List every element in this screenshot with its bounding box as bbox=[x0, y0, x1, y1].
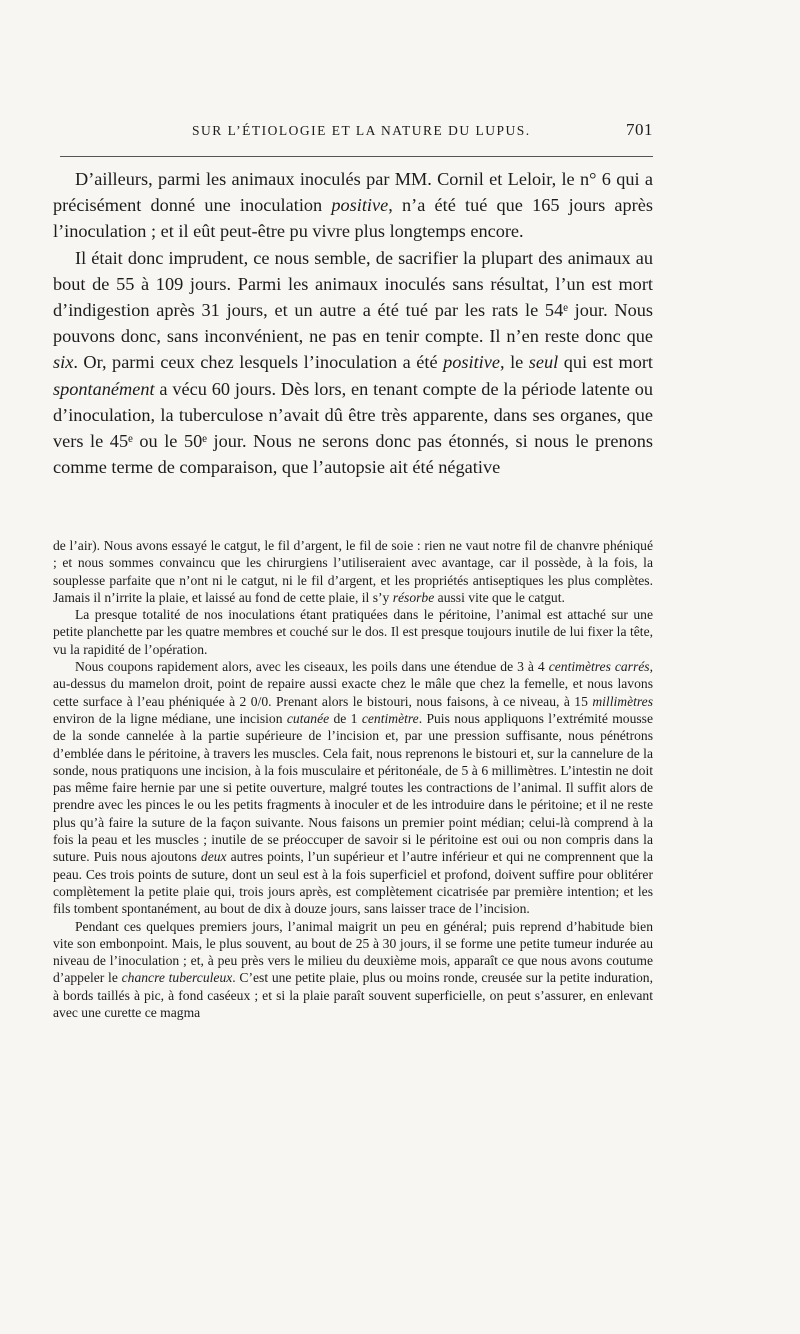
italic-text-run: deux bbox=[200, 849, 227, 865]
text-run: Pendant ces quelques premiers jours, l’animal maigrit un peu en général; puis reprend d’habitude bien vite son embonpoint. Mais, le plus souvent, au bout de 25 à 30 jours, il se forme une petite tumeur indurée au niveau de l’inoculation ; et, à peu près vers le milieu du deuxième mois, apparaît ce que nous avons coutume d’appeler le bbox=[53, 918, 653, 986]
text-run: qui est mort bbox=[558, 352, 653, 373]
text-run: , au-dessus du mamelon droit, point de repaire aussi exacte chez le mâle que chez la femelle, et nous lavons cette surface à l’eau phéniquée à 2 0/0. Prenant alors le bistouri, nous faisons, à ce niveau, à 15 bbox=[53, 659, 653, 709]
footnote-paragraph bbox=[53, 918, 653, 1022]
italic-text-run: spontanément bbox=[53, 378, 155, 399]
text-run: de l’air). Nous avons essayé le catgut, le fil d’argent, le fil de soie : rien ne vaut notre fil de chanvre phéniqué ; et nous sommes convaincu que les chirurgiens l’utiliseraient avec avantage, car il possède, à la fois, la souplesse parfaite que n’ont ni le catgut, ni le fil d’argent, et les propriétés antiseptiques les plus complètes. Jamais il n’irrite la plaie, et laissé au fond de cette plaie, il s’y bbox=[53, 538, 653, 605]
text-run: La presque totalité de nos inoculations étant pratiquées dans le péritoine, l’animal est attaché sur une petite planchette par les quatre membres et couché sur le dos. Il est presque toujours inutile de lui fixer la tête, vu la rapidité de l’opération. bbox=[53, 607, 653, 657]
text-run: de 1 bbox=[329, 710, 362, 726]
italic-text-run: positive bbox=[443, 352, 500, 373]
text-run: Nous coupons rapidement alors, avec les ciseaux, les poils dans une étendue de 3 à 4 bbox=[75, 659, 549, 675]
footnote-paragraph bbox=[53, 658, 653, 917]
text-run: D’ailleurs, parmi les animaux inoculés par MM. Cornil et Leloir, le n° 6 qui a précisément donné une inoculation bbox=[53, 169, 653, 216]
text-run: . Or, parmi ceux chez lesquels l’inoculation a été bbox=[73, 352, 444, 373]
footnote-paragraph bbox=[53, 537, 653, 606]
text-run: . C’est une petite plaie, plus ou moins ronde, creusée sur la petite induration, à bords taillés à pic, à fond caséeux ; et si la plaie paraît souvent superficielle, on peut s’assurer, en enlevant avec une curette ce magma bbox=[53, 970, 653, 1021]
text-run: a vécu 60 jours. Dès lors, en tenant compte de la période latente ou d’inoculation, la tuberculose n’avait dû être très apparente, dans ses organes, que vers le 45ᵉ ou le 50ᵉ jour. Nous ne serons donc pas étonnés, si nous le prenons comme terme de comparaison, que l’autopsie ait été négative bbox=[53, 378, 653, 478]
text-run: . Puis nous appliquons l’extrémité mousse de la sonde cannelée à la partie supérieure de l’incision et, par une pression suffisante, nous pénétrons d’emblée dans le péritoine, à travers les muscles. Cela fait, nous reprenons le bistouri et, sur la cannelure de la sonde, nous pratiquons une incision, à la fois musculaire et péritonéale, de 5 à 6 millimètres. L’intestin ne doit pas même faire hernie par une si petite ouverture, malgré toutes les contractions de l’animal. Il suffit alors de prendre avec les pinces le ou les petits fragments à inoculer et de les introduire dans le péritoine; et il ne reste plus qu’à faire la suture de la façon suivante. Nous faisons un premier point médian; celui-là comprend à la fois la peau et les muscles ; inutile de se préoccuper de savoir si le péritoine est oui ou non compris dans la suture. Puis nous ajoutons bbox=[53, 710, 653, 865]
text-run: Il était donc imprudent, ce nous semble, de sacrifier la plupart des animaux au bout de 55 à 109 jours. Parmi les animaux inoculés sans résultat, l’un est mort d’indigestion après 31 jours, et un autre a été tué par les rats le 54ᵉ jour. Nous pouvons donc, sans inconvénient, ne pas en tenir compte. Il n’en reste donc que bbox=[53, 247, 653, 347]
italic-text-run: chancre tuberculeux bbox=[121, 970, 233, 986]
main-text bbox=[53, 166, 653, 480]
italic-text-run: centimètres carrés bbox=[548, 659, 650, 675]
italic-text-run: résorbe bbox=[392, 589, 435, 605]
page-number: 701 bbox=[626, 120, 653, 139]
text-run: , le bbox=[499, 352, 529, 373]
text-run: environ de la ligne médiane, une incision bbox=[53, 710, 287, 726]
footnote-text bbox=[53, 537, 653, 1021]
italic-text-run: centimètre bbox=[361, 710, 419, 726]
italic-text-run: cutanée bbox=[286, 710, 330, 726]
text-run: aussi vite que le catgut. bbox=[434, 589, 565, 605]
italic-text-run: millimètres bbox=[592, 693, 653, 709]
footnote-paragraph bbox=[53, 606, 653, 658]
text-run: , n’a été tué que 165 jours après l’inoculation ; et il eût peut-être pu vivre plus longtemps encore. bbox=[53, 195, 653, 242]
italic-text-run: seul bbox=[528, 352, 559, 373]
running-header bbox=[52, 120, 653, 144]
header-rule bbox=[60, 156, 653, 157]
main-paragraph bbox=[53, 166, 653, 245]
running-title: SUR L’ÉTIOLOGIE ET LA NATURE DU LUPUS. bbox=[192, 123, 531, 138]
italic-text-run: positive bbox=[331, 195, 389, 216]
text-run: autres points, l’un supérieur et l’autre inférieur et qui ne comprennent que la peau. Ces trois points de suture, dont un seul est à la fois superficiel et profond, doivent suffire pour oblitérer complètement la petite plaie qui, trois jours après, est complètement cicatrisée par première intention; et les fils tombent spontanément, au bout de dix à douze jours, sans laisser trace de l’incision. bbox=[53, 849, 653, 917]
italic-text-run: six bbox=[53, 352, 74, 373]
main-paragraph bbox=[53, 245, 653, 481]
